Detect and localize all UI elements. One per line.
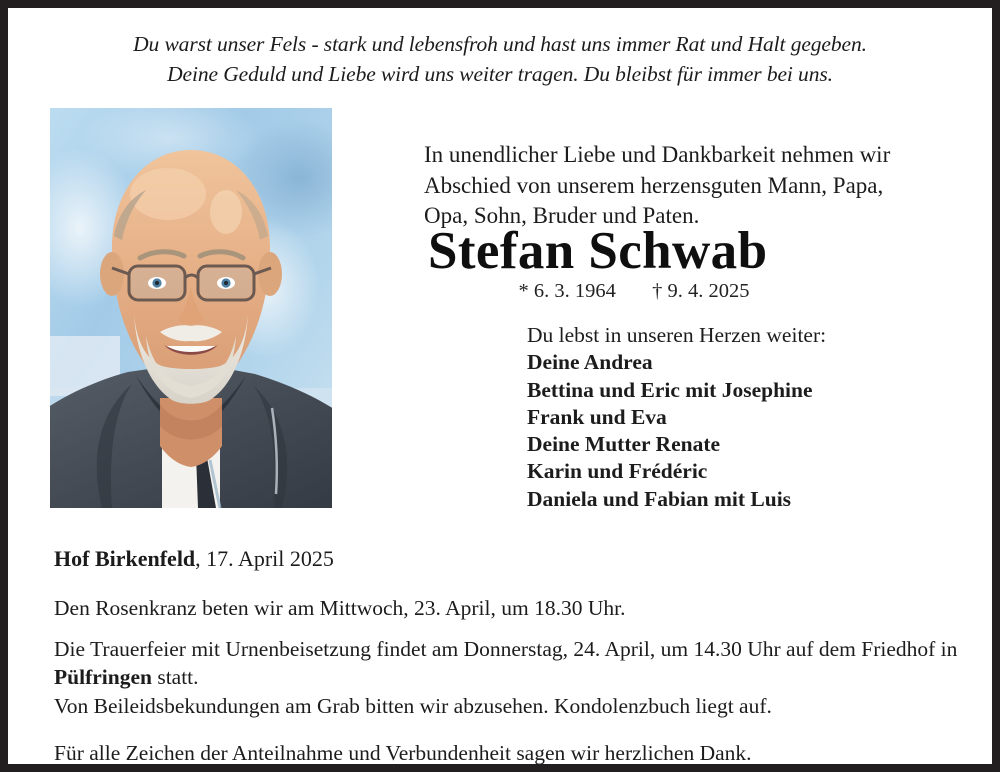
survivor-name: Daniela und Fabian mit Luis [527,486,792,511]
survivor-name: Bettina und Eric mit Josephine [527,377,813,402]
lead-line-2: Abschied von unserem herzensguten Mann, Papa, [424,172,884,198]
thanks-info: Für alle Zeichen der Anteilnahme und Verbundenheit sagen wir herzlichen Dank. [54,741,752,765]
place-and-date-line [54,545,334,573]
survivor-name: Deine Andrea [527,350,653,375]
service-info [54,635,959,692]
notice-page [8,8,992,764]
survivors-intro: Du lebst in unseren Herzen weiter: [527,323,827,347]
portrait-photo [50,108,332,508]
epigraph-line-2: Deine Geduld und Liebe wird uns weiter tragen. Du bleibst für immer bei uns. [167,62,833,86]
lead-line-3: Opa, Sohn, Bruder und Paten. [424,203,700,228]
place-name: Hof Birkenfeld [54,546,196,571]
deceased-name: Stefan Schwab [428,222,768,280]
service-text-part-1: Die Trauerfeier mit Urnenbeisetzung findet am Donnerstag, 24. April, um 14.30 Uhr auf dem Friedhof in [54,636,958,661]
survivor-name: Deine Mutter Renate [527,432,721,457]
survivor-name: Karin und Frédéric [527,459,708,484]
survivors-block [527,322,967,513]
place-date: , 17. April 2025 [195,546,334,571]
lead-paragraph [424,140,964,232]
service-location: Pülfringen [54,665,152,689]
life-dates [424,278,844,304]
lead-line-1: In unendlicher Liebe und Dankbarkeit nehmen wir [424,142,891,167]
funeral-information [54,594,959,768]
death-date: † 9. 4. 2025 [652,280,750,302]
survivor-name: Frank und Eva [527,404,667,429]
epigraph [8,29,992,89]
portrait-illustration [50,108,332,508]
birth-date: * 6. 3. 1964 [518,280,616,302]
condolence-info: Von Beileidsbekundungen am Grab bitten wir abzusehen. Kondolenzbuch liegt auf. [54,693,772,718]
service-text-part-2: statt. [151,665,199,689]
rosary-info: Den Rosenkranz beten wir am Mittwoch, 23. April, um 18.30 Uhr. [54,596,626,620]
epigraph-line-1: Du warst unser Fels - stark und lebensfroh und hast uns immer Rat und Halt gegeben. [133,32,867,56]
